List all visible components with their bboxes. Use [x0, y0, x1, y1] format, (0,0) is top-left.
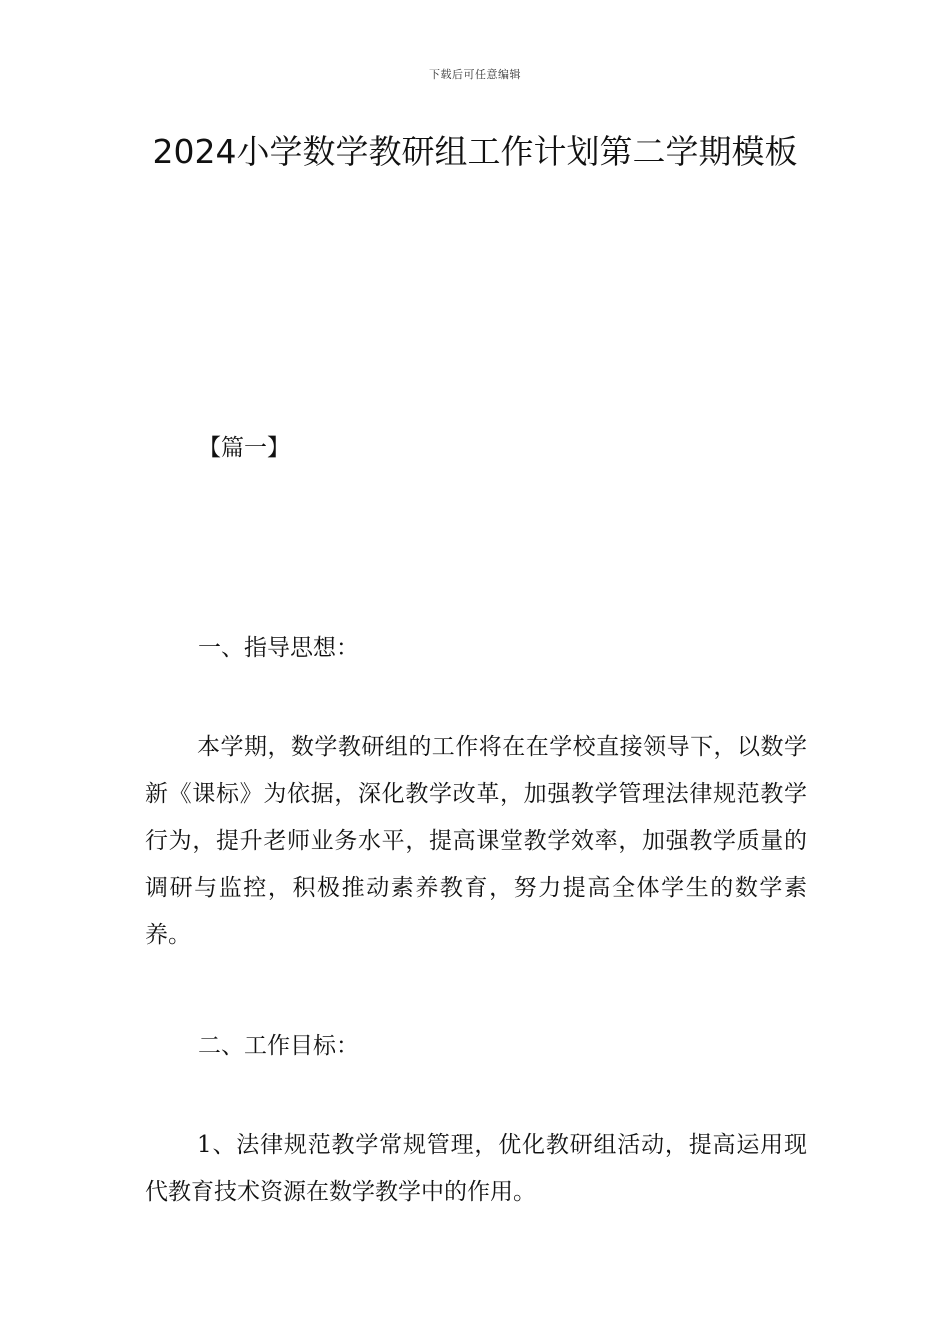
document-title: 2024小学数学教研组工作计划第二学期模板	[152, 132, 798, 171]
section-paragraph-work-goals: 1、法律规范教学常规管理，优化教研组活动，提高运用现代教育技术资源在数学教学中的作用。	[145, 1132, 807, 1205]
section-paragraph-guiding-ideology: 本学期，数学教研组的工作将在在学校直接领导下，以数学新《课标》为依据，深化教学改革，加强教学管理法律规范教学行为，提升老师业务水平，提高课堂教学效率，加强教学质量的调研与监控，积极推动素养教育，努力提高全体学生的数学素养。	[145, 734, 807, 948]
section-tag: 【篇一】	[198, 435, 290, 461]
section-heading-guiding-ideology: 一、指导思想：	[198, 635, 359, 661]
section-heading-work-goals: 二、工作目标：	[198, 1033, 359, 1059]
header-note: 下载后可任意编辑	[429, 68, 521, 81]
